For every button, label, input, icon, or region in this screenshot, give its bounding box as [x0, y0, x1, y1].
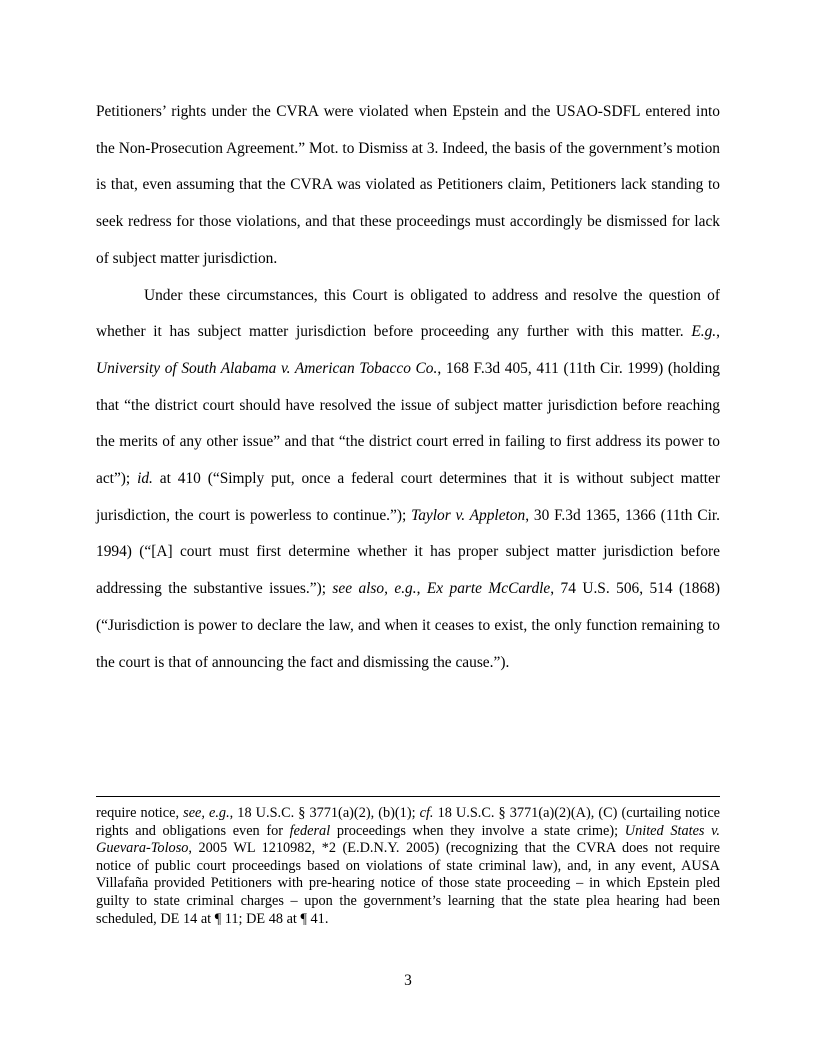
italic-run: id. [137, 470, 153, 488]
text-run: proceedings when they involve a state crime); [330, 822, 625, 839]
italic-run: Ex parte McCardle [426, 580, 551, 598]
text-run: Under these circumstances, this Court is obligated to address and resolve the question of whether it has subject matter jurisdiction before proceeding any further with this matter. [96, 286, 720, 341]
text-run: require notice, [96, 805, 184, 821]
paragraph-jurisdiction [96, 278, 720, 682]
paragraph-continuation [96, 94, 720, 278]
body-text [96, 94, 720, 681]
footnote-text [96, 805, 720, 928]
text-run: at 410 (“Simply put, once a federal court determines that it is without subject matter jurisdiction, the court is powerless to continue.”); [96, 470, 720, 524]
text-run: , 168 F.3d 405, 411 (11th Cir. 1999) (holding that “the district court should have resolved the issue of subject matter jurisdiction before reaching the merits of any other issue” and that “the district court erred in failing to first address its power to act”); [96, 359, 721, 488]
text-run: , [716, 323, 720, 341]
text-run: , 30 F.3d 1365, 1366 (11th Cir. 1994) (“[A] court must first determine whether it has proper subject matter jurisdiction before addressing the substantive issues.”); [96, 506, 720, 598]
text-run: , 2005 WL 1210982, *2 (E.D.N.Y. 2005) (recognizing that the CVRA does not require notice of public court proceedings based on violations of state criminal law), and, in any event, AUSA Villafaña provided Petitioners with pre-hearing notice of those state proceeding – in which Epstein pled guilty to state criminal charges – upon the government’s learning that the state plea hearing had been scheduled, DE 14 at ¶ 11; DE 48 at ¶ 41. [96, 840, 720, 927]
italic-run: cf. [419, 805, 434, 821]
italic-run: Taylor v. Appleton [411, 506, 526, 524]
italic-run: see, e.g. [183, 805, 230, 821]
text-run: Petitioners’ rights under the CVRA were violated when Epstein and the USAO-SDFL entered into the Non-Prosecution Agreement.” Mot. to Dismiss at 3. Indeed, the basis of the government’s motion is that, even assuming that the CVRA was violated as Petitioners claim, Petitioners lack standing to seek redress for those violations, and that these proceedings must accordingly be dismissed for lack of subject matter jurisdiction. [96, 103, 720, 267]
italic-run: federal [289, 822, 331, 839]
italic-run: United States v. Guevara-Toloso [96, 822, 720, 857]
text-run: , 74 U.S. 506, 514 (1868) (“Jurisdiction is power to declare the law, and when it ceases to exist, the only function remaining to the court is that of announcing the fact and dismissing the cause.”). [96, 580, 720, 671]
italic-run: University of South Alabama v. American Tobacco Co. [96, 359, 438, 377]
italic-run: E.g. [691, 323, 717, 341]
text-run: , 18 U.S.C. § 3771(a)(2), (b)(1); [229, 805, 420, 821]
footnote-divider [96, 796, 720, 797]
page-number: 3 [404, 972, 412, 989]
italic-run: see also, e.g. [332, 580, 417, 598]
text-run: , [416, 580, 427, 598]
text-run: 18 U.S.C. § 3771(a)(2)(A), (C) (curtailing notice rights and obligations even for [96, 805, 721, 839]
